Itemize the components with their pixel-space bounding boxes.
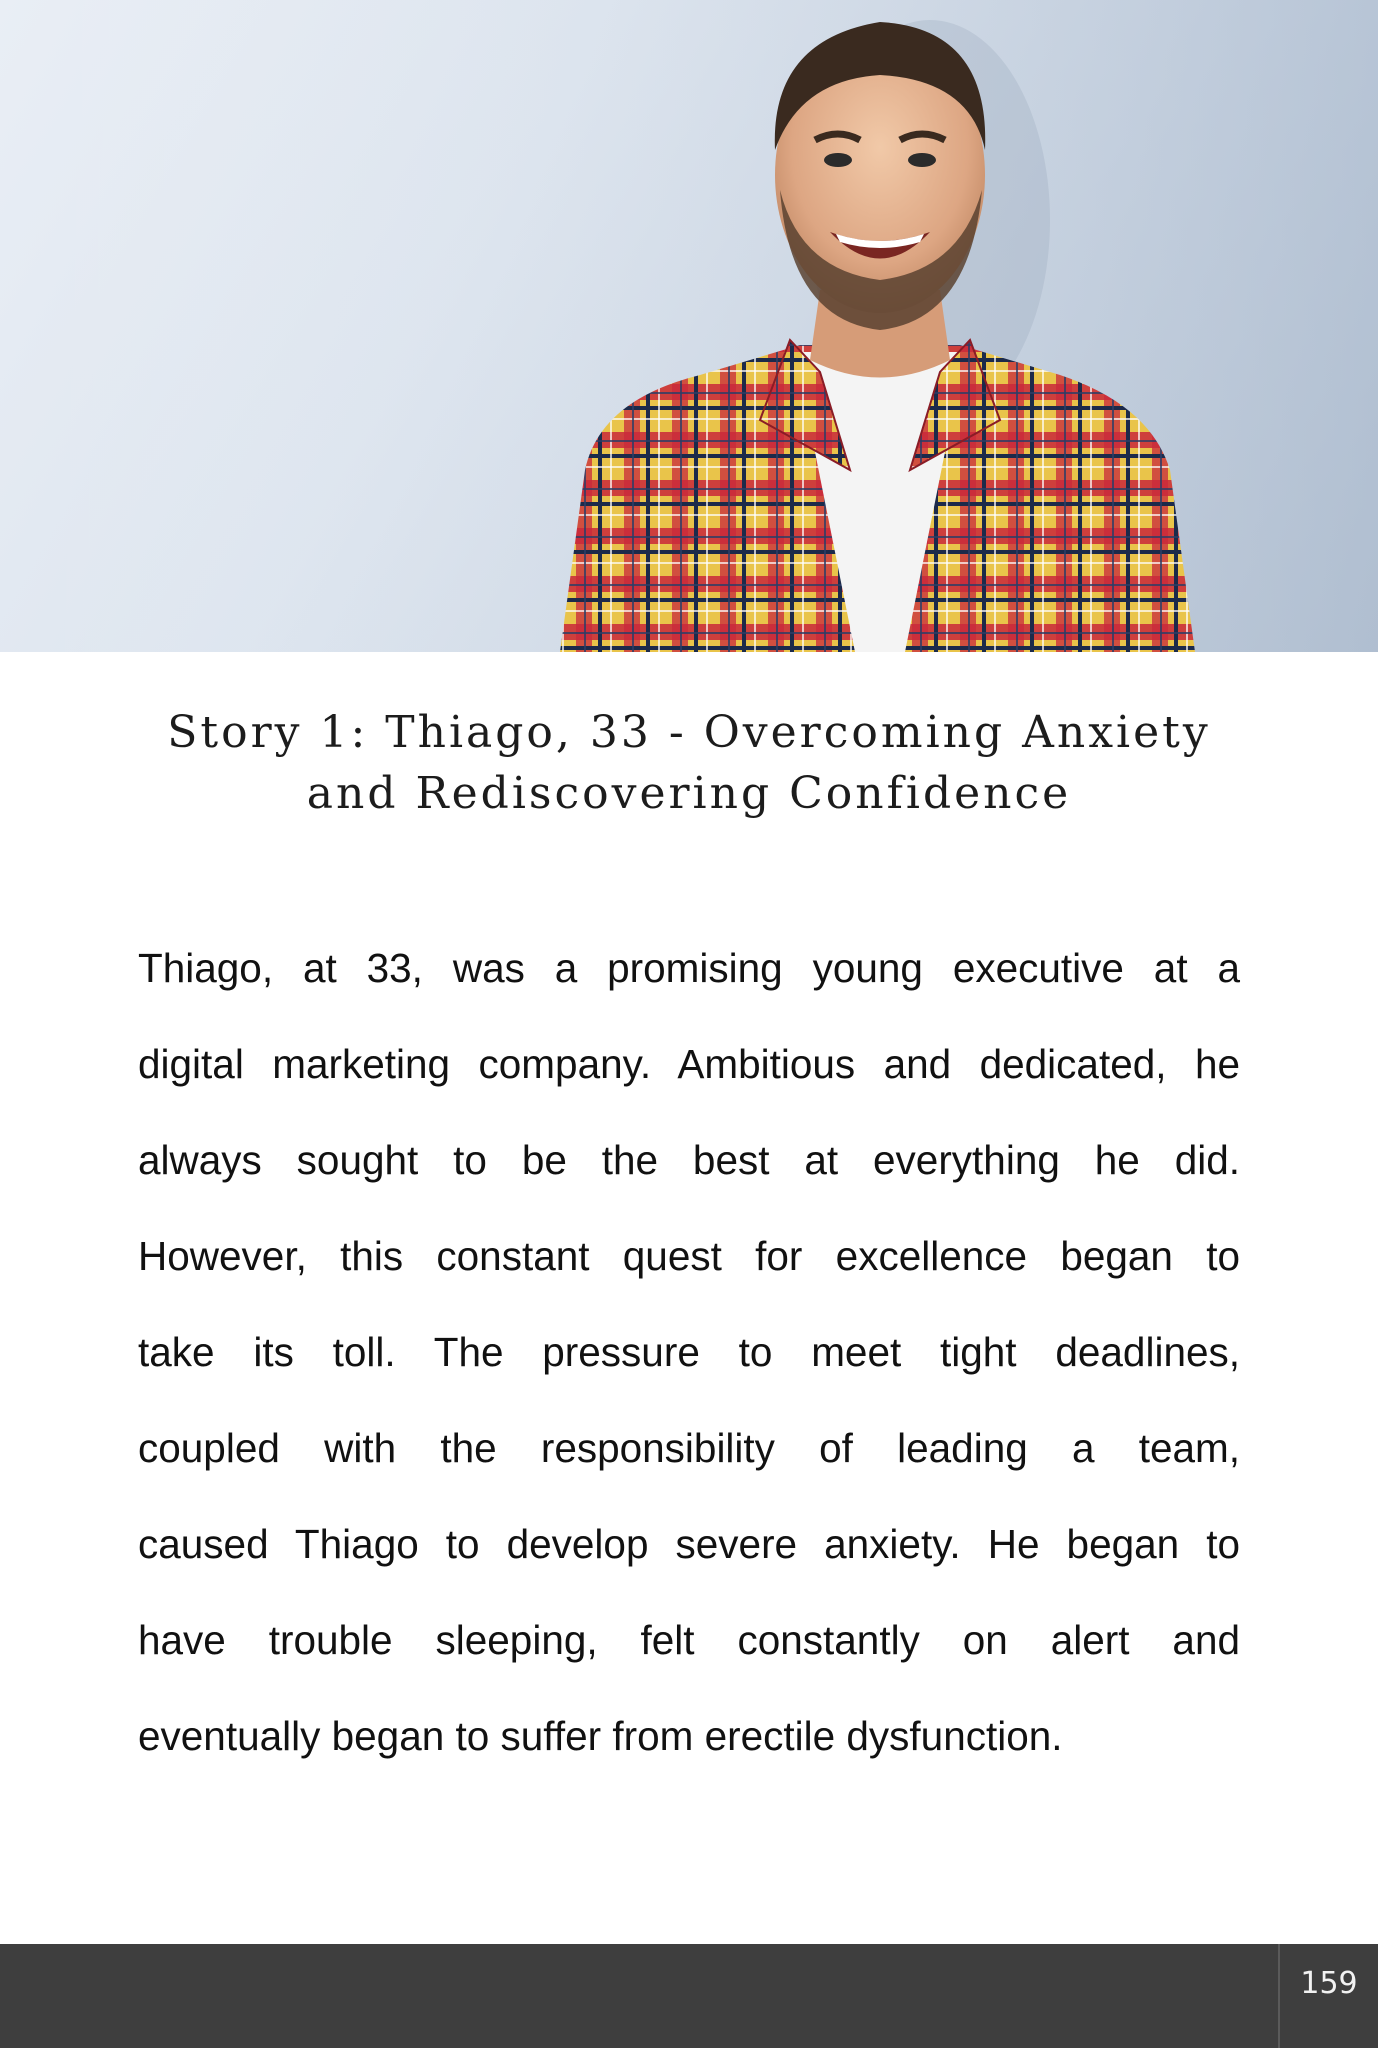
story-title-line-2: and Rediscovering Confidence bbox=[306, 768, 1072, 819]
paragraph-line: digital marketing company. Ambitious and dedicated, he bbox=[138, 1041, 1240, 1087]
paragraph-line: take its toll. The pressure to meet tight deadlines, bbox=[138, 1329, 1240, 1375]
paragraph-line: have trouble sleeping, felt constantly on alert and bbox=[138, 1617, 1240, 1663]
hero-photo bbox=[0, 0, 1378, 652]
story-title bbox=[100, 702, 1278, 824]
page-number: 159 bbox=[1300, 1966, 1358, 2001]
paragraph-line: coupled with the responsibility of leading a team, bbox=[138, 1425, 1240, 1471]
story-title-line-1: Story 1: Thiago, 33 - Overcoming Anxiety bbox=[167, 707, 1211, 758]
footer-bar bbox=[0, 1944, 1378, 2048]
paragraph-line: always sought to be the best at everything he did. bbox=[138, 1137, 1240, 1183]
paragraph-line: caused Thiago to develop severe anxiety. He began to bbox=[138, 1521, 1240, 1567]
smiling-man-photo-icon bbox=[0, 0, 1378, 652]
paragraph-line: Thiago, at 33, was a promising young executive at a bbox=[138, 945, 1240, 991]
paragraph-line: However, this constant quest for excellence began to bbox=[138, 1233, 1240, 1279]
paragraph-line: eventually began to suffer from erectile dysfunction. bbox=[138, 1713, 1063, 1759]
story-paragraph bbox=[138, 920, 1240, 1784]
